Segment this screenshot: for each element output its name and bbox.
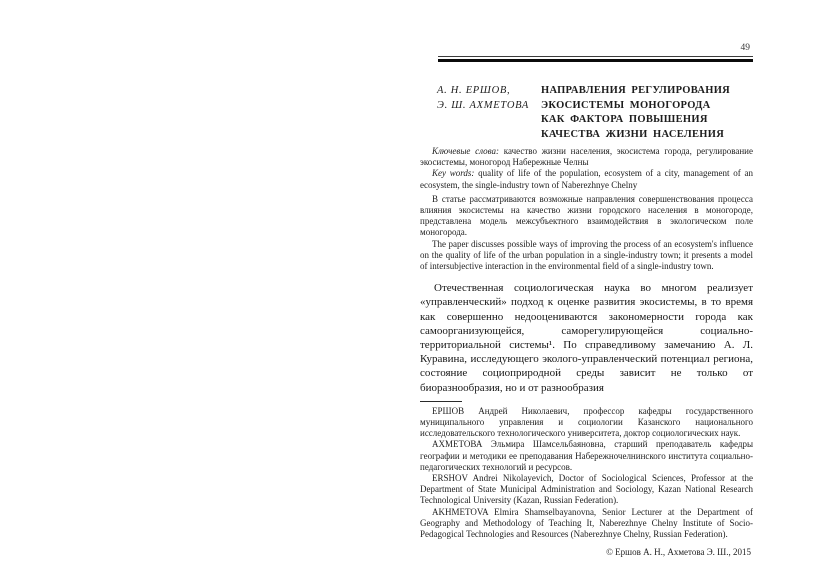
keywords-ru — [420, 146, 753, 168]
title-line-2: ЭКОСИСТЕМЫ МОНОГОРОДА — [541, 99, 711, 111]
keywords-ru-label: Ключевые слова: — [432, 146, 500, 156]
title-line-1: НАПРАВЛЕНИЯ РЕГУЛИРОВАНИЯ — [541, 85, 731, 96]
footnote-author-en-2: AKHMETOVA Elmira Shamselbayanovna, Senior Lecturer at the Department of Geography and Methodology of Teaching It, Naberezhnye Chelny Institute of Socio-Pedagogical Technologies and Resources (Naberezhnye Chelny, Russian Federation). — [420, 506, 753, 540]
article-title — [541, 84, 753, 142]
keywords-en-text: quality of life of the population, ecosystem of a city, management of an ecosystem, the single-industry town of Naberezhnye Chelny — [420, 168, 753, 190]
authors-block — [437, 84, 529, 113]
body-paragraph: Отечественная социологическая наука во многом реализует «управленческий» подход к оценке развития экосистемы, в то время как совершенно недооцениваются закономерности города как самоорганизующейся, саморегулирующейся социально-территориальной системы¹. По справедливому замечанию А. Л. Куравина, исследующего эколого-управленческий потенциал региона, состояние социоприродной среды зависит не только от биоразнообразия, но и от разнообразия — [420, 282, 753, 394]
footnote-separator-rule — [420, 401, 462, 402]
page-number: 49 — [740, 43, 750, 53]
keywords-ru-text: качество жизни населения, экосистема города, регулирование экосистемы, моногород Набережные Челны — [420, 146, 753, 168]
byline-row — [420, 84, 753, 142]
title-line-3: КАК ФАКТОРА ПОВЫШЕНИЯ — [541, 114, 708, 125]
header-double-rule — [438, 56, 753, 62]
footnote-author-ru-1: ЕРШОВ Андрей Николаевич, профессор кафедры государственного муниципального управления и социологии Казанского национального исследовательского технологического университета, доктор социологических наук. — [420, 405, 753, 439]
author-name-2: Э. Ш. АХМЕТОВА — [437, 99, 529, 111]
page-column — [420, 0, 753, 559]
keywords-en-label: Key words: — [432, 168, 475, 179]
abstract-ru: В статье рассматриваются возможные направления совершенствования процесса влияния экосистемы на качество жизни городского населения в моногороде, представлена модель межсубъектного взаимодействия в экологическом поле моногорода. — [420, 193, 753, 238]
footnote-author-ru-2: АХМЕТОВА Эльмира Шамсельбаяновна, старший преподаватель кафедры географии и методики ее преподавания Набережночелнинского института социально-педагогических технологий и ресурсов. — [420, 439, 753, 472]
copyright-line: © Ершов А. Н., Ахметова Э. Ш., 2015 — [606, 547, 751, 558]
author-name-1: А. Н. ЕРШОВ, — [437, 85, 511, 96]
title-line-4: КАЧЕСТВА ЖИЗНИ НАСЕЛЕНИЯ — [541, 128, 725, 140]
header-rule-thin — [438, 56, 753, 57]
header-rule-thick — [438, 59, 753, 62]
keywords-en — [420, 168, 753, 190]
footnote-author-en-1: ERSHOV Andrei Nikolayevich, Doctor of Sociological Sciences, Professor at the Department of State Municipal Administration and Sociology, Kazan National Research Technological University (Kazan, Russian Federation). — [420, 473, 753, 506]
abstract-en: The paper discusses possible ways of improving the process of an ecosystem's influence on the quality of life of the urban population in a single-industry town; it presents a model of intersubjective interaction in the environmental field of a single-industry town. — [420, 238, 753, 272]
